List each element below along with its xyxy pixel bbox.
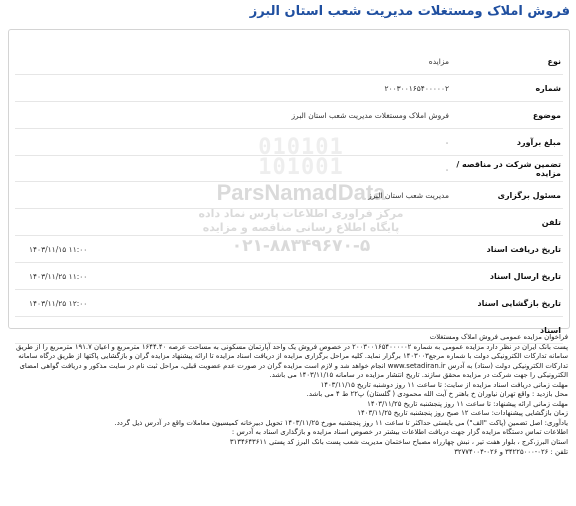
field-value: فروش املاک ومستغلات مدیریت شعب استان البرز bbox=[291, 110, 449, 120]
field-value: ۲۰۰۳۰۰۱۶۵۴۰۰۰۰۰۲ bbox=[384, 83, 449, 93]
body-paragraph: پست بانک ایران در نظر دارد مزایده عمومی به شماره ۲۰۰۳۰۰۱۶۵۴۰۰۰۰۰۲ در خصوص فروش یک واحد آپارتمان مسکونی به مساحت عرصه ۱۶۴۴.۴۰ مترمربع و اعیان ۱۹۱.۷ مترمربع را از طریق سامانه تدارکات الکترونیکی دولت با شماره مرجع۱۴۰۳۰۰۳ برگزار نماید. کلیه مراحل برگزاری مزایده از دریافت اسناد مزایده تا ارائه پیشنهاد مزایده گران و بازگشایی پاکتها از طریق درگاه سامانه تدارکات الکترونیکی دولت (ستاد) به آدرس www.setadiran.ir انجام خواهد شد و لازم است مزایده گران در صورت عدم عضویت قبلی، مراحل ثبت نام در سایت مذکور و دریافت گواهی امضای الکترونیکی را جهت شرکت در مزایده محقق سازند. تاریخ انتشار مزایده در سامانه ۱۴۰۳/۱۱/۱۵ می باشد. bbox=[15, 342, 568, 380]
field-label: تاریخ دریافت اسناد bbox=[486, 245, 561, 255]
field-value: ۱۴۰۳/۱۱/۲۵ ۱۲:۰۰ bbox=[29, 298, 88, 308]
field-value: ۱۴۰۳/۱۱/۱۵ ۱۱:۰۰ bbox=[29, 245, 88, 255]
body-paragraph: مهلت زمانی دریافت اسناد مزایده از سایت: تا ساعت ۱۱ روز دوشنبه تاریخ ۱۴۰۳/۱۱/۱۵ bbox=[320, 380, 568, 389]
field-label: تاریخ بازگشایی اسناد bbox=[477, 298, 561, 308]
body-paragraph: استان البرز،کرج ، بلوار هفت تیر ، نبش چهارراه مصباح ساختمان مدیریت شعب پست بانک البرز کد پستی ۳۱۳۴۶۴۳۶۱۱ bbox=[229, 438, 568, 447]
field-label: تضمین شرکت در مناقصه / مزایده bbox=[456, 160, 561, 178]
field-rows bbox=[9, 48, 569, 344]
field-label: نوع bbox=[547, 56, 561, 66]
field-label: موضوع bbox=[532, 110, 561, 120]
field-label: مبلغ برآورد bbox=[516, 137, 561, 147]
field-label: تاریخ ارسال اسناد bbox=[489, 272, 561, 282]
body-paragraph: مهلت زمانی ارائه پیشنهاد: تا ساعت ۱۱ روز پنجشنبه تاریخ ۱۴۰۳/۱۱/۲۵ bbox=[367, 399, 568, 408]
field-value: ۰ bbox=[444, 137, 449, 147]
field-label: مسئول برگزاری bbox=[497, 191, 561, 201]
watermark-digits-top: 010101 bbox=[258, 135, 344, 160]
watermark-line-2: پایگاه اطلاع رسانی مناقصه و مزایده bbox=[202, 221, 400, 234]
watermark-line-1: مرکز فراوری اطلاعات پارس نماد داده bbox=[198, 207, 404, 220]
field-label: شماره bbox=[535, 83, 561, 93]
field-label: اسناد bbox=[540, 325, 561, 335]
field-row bbox=[9, 236, 569, 263]
field-row bbox=[9, 129, 569, 160]
field-value: مزایده bbox=[428, 56, 449, 66]
watermark-phone: ۰۲۱-۸۸۳۴۹۶۷۰-۵ bbox=[231, 236, 371, 256]
watermark-digits-bottom: 101001 bbox=[258, 155, 344, 180]
field-value: مدیریت شعب استان البرز bbox=[368, 191, 449, 201]
watermark-brand: ParsNamadData bbox=[216, 180, 386, 205]
field-row bbox=[9, 209, 569, 236]
page-title: فروش املاک ومستغلات مدیریت شعب استان البرز bbox=[249, 4, 570, 19]
body-paragraph: فراخوان مزایده عمومی فروش املاک ومستغلات bbox=[429, 333, 568, 341]
field-row bbox=[9, 263, 569, 290]
field-row bbox=[9, 156, 569, 183]
field-row bbox=[9, 48, 569, 75]
announcement-body bbox=[10, 333, 568, 457]
field-row bbox=[9, 75, 569, 102]
field-row bbox=[9, 182, 569, 209]
body-paragraph: تلفن : ۰۲۶-۳۴۲۲۵۰۰۰ و ۰۲۶-۳۲۷۷۴۰۰۴ bbox=[454, 447, 568, 456]
body-paragraph: محل بازدید : واقع تهران نیاوران خ باهنر خ آیت الله محمودی ( گلستان) پ۲۲ ط ۴ می باشد. bbox=[306, 390, 568, 399]
body-paragraph: اطلاعات تماس دستگاه مزایده گزار جهت دریافت اطلاعات بیشتر در خصوص اسناد مزایده و بازگذاری اسناد به آدرس : bbox=[231, 428, 568, 437]
field-value: ۰ bbox=[444, 164, 449, 174]
field-value: ۱۴۰۳/۱۱/۲۵ ۱۱:۰۰ bbox=[29, 272, 88, 282]
field-label: تلفن bbox=[541, 218, 561, 228]
tender-details-card bbox=[8, 29, 570, 335]
field-row bbox=[9, 290, 569, 317]
body-paragraph: زمان بازگشایی پیشنهادات: ساعت ۱۲ صبح روز پنجشنبه تاریخ ۱۴۰۳/۱۱/۲۵ bbox=[357, 409, 568, 418]
body-paragraph: یادآوری: اصل تضمین (پاکت "الف") می بایستی حداکثر تا ساعت ۱۱ روز پنجشنبه مورخ ۱۴۰۳/۱۱/۲۵ تحویل دبیرخانه کمیسیون معاملات واقع در آدرس ذیل گردد. bbox=[114, 418, 568, 427]
field-row bbox=[9, 102, 569, 129]
